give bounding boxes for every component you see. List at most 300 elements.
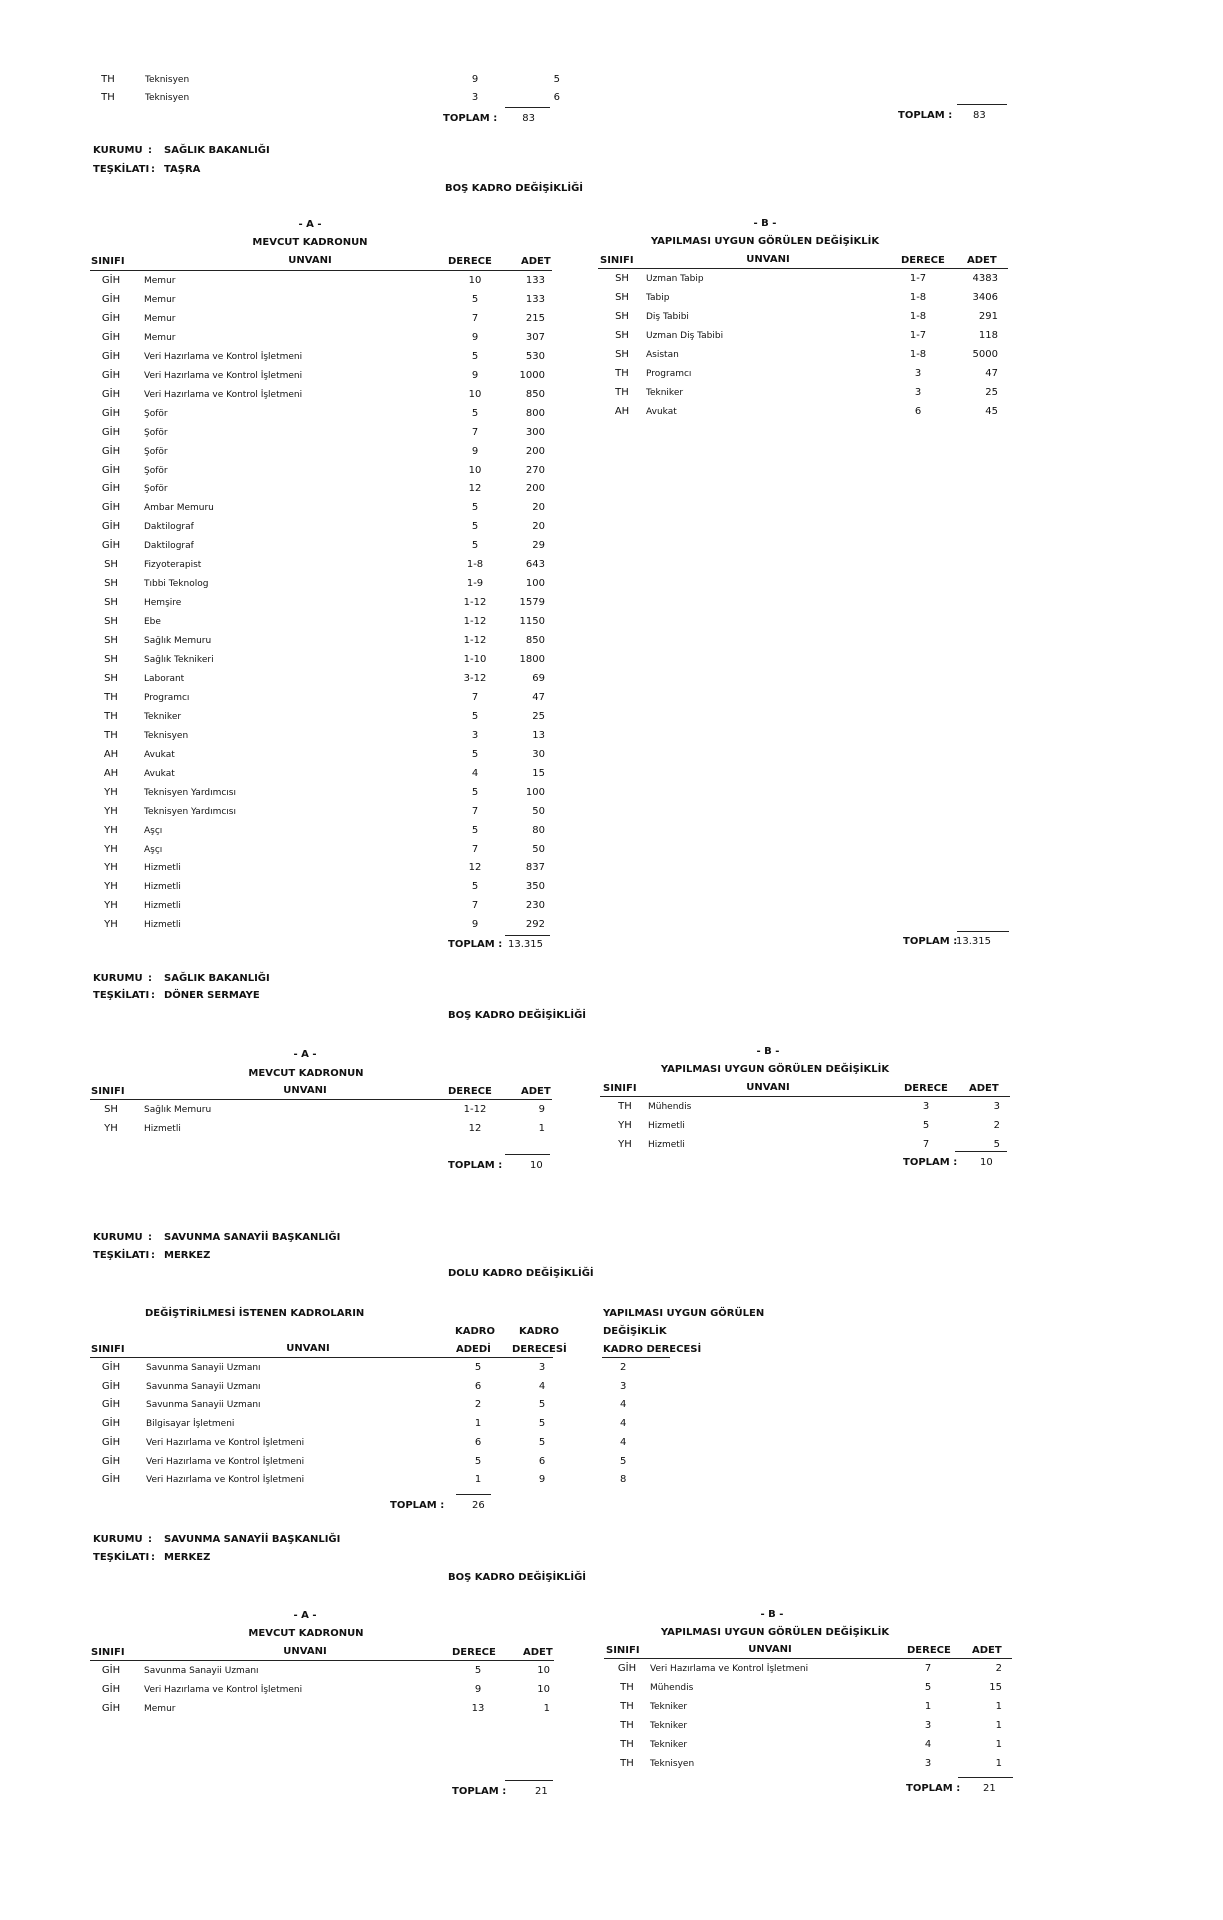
s4-bh-derece: DERECE bbox=[907, 1645, 951, 1656]
s1-left-sinif: SH bbox=[104, 654, 118, 665]
s4-right-row bbox=[0, 1755, 1223, 1774]
s2-left-adet: 1 bbox=[538, 1123, 545, 1134]
s1-right-sinif: TH bbox=[615, 387, 629, 398]
s4-left-sinif: GİH bbox=[101, 1684, 121, 1695]
s1-right-unvan: Asistan bbox=[646, 350, 679, 360]
s2-bh-adet: ADET bbox=[969, 1083, 999, 1094]
s3-adet: 1 bbox=[474, 1418, 482, 1430]
s1-left-unvan: Laborant bbox=[144, 673, 185, 684]
s1-left-derece: 5 bbox=[471, 824, 479, 836]
s1-right-derece: 1-8 bbox=[909, 349, 927, 360]
s1-left-unvan: Teknisyen Yardımcısı bbox=[144, 806, 236, 817]
s1-left-adet: 200 bbox=[525, 445, 545, 457]
s1-right-sinif: SH bbox=[615, 330, 629, 341]
s1-a-mark: - A - bbox=[298, 219, 322, 230]
s4-left-unvan: Veri Hazırlama ve Kontrol İşletmeni bbox=[144, 1685, 303, 1695]
s2-b-title: YAPILMASI UYGUN GÖRÜLEN DEĞİŞİKLİK bbox=[660, 1064, 890, 1075]
s4-right-row bbox=[0, 1679, 1223, 1698]
s1-left-adet: 133 bbox=[525, 275, 545, 286]
s2-right-adet: 2 bbox=[993, 1120, 1000, 1131]
s4-right-derece: 7 bbox=[924, 1663, 932, 1674]
s1-left-sinif: AH bbox=[103, 767, 119, 779]
s4-bh-sinif: SINIFI bbox=[606, 1645, 640, 1656]
s2-right-total-label: TOPLAM : bbox=[903, 1157, 958, 1168]
s4-left-unvan: Memur bbox=[144, 1704, 176, 1714]
s1-left-sinif: TH bbox=[104, 710, 118, 722]
s1-left-unvan: Memur bbox=[144, 332, 176, 343]
s1-left-unvan: Tıbbi Teknolog bbox=[144, 579, 209, 590]
s2-teskilati: DÖNER SERMAYE bbox=[164, 990, 260, 1001]
s1-left-derece: 1-8 bbox=[466, 559, 484, 571]
s2-left-total: 10 bbox=[530, 1160, 543, 1171]
s1-left-unvan: Veri Hazırlama ve Kontrol İşletmeni bbox=[144, 389, 303, 400]
s3-unvan: Savunma Sanayii Uzmanı bbox=[146, 1363, 261, 1373]
s4-h-sinif: SINIFI bbox=[91, 1647, 125, 1658]
s3-adet: 6 bbox=[474, 1380, 482, 1392]
s1-left-derece: 7 bbox=[471, 426, 479, 438]
s1-left-adet: 300 bbox=[525, 426, 545, 438]
s1-left-sinif: GİH bbox=[101, 275, 121, 286]
s4-right-adet: 2 bbox=[995, 1663, 1002, 1674]
s4-right-unvan: Tekniker bbox=[650, 1740, 688, 1750]
s1-left-unvan: Aşçı bbox=[144, 825, 163, 836]
s3-adet: 5 bbox=[474, 1455, 482, 1467]
s1-kurumu-colon: : bbox=[148, 145, 152, 156]
s2-left-derece: 1-12 bbox=[463, 1104, 487, 1115]
s1-left-derece: 9 bbox=[471, 369, 479, 381]
s1-h-unvan: UNVANI bbox=[288, 255, 332, 266]
s4-left-adet: 1 bbox=[543, 1703, 550, 1714]
s1-right-sinif: SH bbox=[615, 273, 629, 284]
s3-teskilat-colon: : bbox=[151, 1250, 155, 1261]
s1-right-adet: 5000 bbox=[972, 349, 998, 360]
s1-left-derece: 5 bbox=[471, 710, 479, 722]
s3-kurumu-colon: : bbox=[148, 1232, 152, 1243]
s1-left-sinif: GİH bbox=[101, 312, 121, 324]
s2-left-total-label: TOPLAM : bbox=[448, 1160, 503, 1171]
s1-left-adet: 100 bbox=[525, 786, 545, 798]
s4-right-row bbox=[0, 1736, 1223, 1755]
s1-right-unvan: Uzman Tabip bbox=[646, 274, 704, 284]
s1-left-derece: 1-9 bbox=[466, 578, 484, 590]
s4-right-header-line bbox=[604, 1658, 1012, 1659]
s1-bh-sinif: SINIFI bbox=[600, 255, 634, 266]
s2-left-sinif: YH bbox=[104, 1123, 118, 1134]
top-adet: 6 bbox=[553, 92, 560, 103]
s1-right-adet: 25 bbox=[985, 387, 998, 398]
s2-a-title: MEVCUT KADRONUN bbox=[248, 1068, 364, 1079]
s1-left-adet: 200 bbox=[525, 483, 545, 495]
s3-total-label: TOPLAM : bbox=[390, 1500, 445, 1511]
s4-left-adet: 10 bbox=[537, 1684, 550, 1695]
s4-left-derece: 13 bbox=[471, 1703, 485, 1714]
s1-left-adet: 30 bbox=[532, 748, 545, 760]
s1-left-unvan: Ebe bbox=[144, 617, 161, 628]
s1-left-unvan: Hizmetli bbox=[144, 863, 181, 874]
s1-right-unvan: Avukat bbox=[646, 407, 677, 417]
s1-left-adet: 1000 bbox=[519, 369, 545, 381]
s2-kurumu-label: KURUMU bbox=[93, 973, 143, 984]
s3-left-title: DEĞİŞTİRİLMESİ İSTENEN KADROLARIN bbox=[145, 1308, 365, 1319]
s4-left-derece: 9 bbox=[474, 1684, 482, 1695]
s3-derece: 5 bbox=[538, 1436, 546, 1448]
s4-right-sinif: TH bbox=[620, 1739, 634, 1750]
s1-left-sinif: AH bbox=[103, 748, 119, 760]
s4-kurumu-label: KURUMU bbox=[93, 1534, 143, 1545]
s1-right-adet: 47 bbox=[985, 368, 998, 379]
s1-left-unvan: Tekniker bbox=[144, 711, 182, 722]
s1-right-adet: 118 bbox=[978, 330, 998, 341]
s4-right-unvan: Tekniker bbox=[650, 1721, 688, 1731]
s1-right-derece: 6 bbox=[914, 406, 922, 417]
s3-sinif: GİH bbox=[101, 1418, 121, 1430]
s1-right-sinif: SH bbox=[615, 349, 629, 360]
top-derece: 3 bbox=[471, 92, 479, 103]
s1-left-sinif: GİH bbox=[101, 502, 121, 514]
s1-bh-unvan: UNVANI bbox=[746, 254, 790, 265]
s1-left-sinif: SH bbox=[104, 616, 118, 628]
s1-left-adet: 50 bbox=[532, 805, 545, 817]
s2-teskilat-label: TEŞKİLATI bbox=[93, 990, 150, 1001]
s1-left-adet: 29 bbox=[532, 540, 545, 552]
s1-left-sinif: SH bbox=[104, 559, 118, 571]
s4-a-title: MEVCUT KADRONUN bbox=[248, 1628, 364, 1639]
s1-left-derece: 5 bbox=[471, 540, 479, 552]
s1-left-unvan: Ambar Memuru bbox=[144, 503, 214, 514]
s3-h-kd-2: DERECESİ bbox=[512, 1344, 567, 1355]
s2-h-adet: ADET bbox=[521, 1086, 551, 1097]
s1-left-derece: 1-12 bbox=[463, 597, 487, 609]
s4-right-total-line bbox=[958, 1777, 1013, 1778]
s4-a-mark: - A - bbox=[293, 1610, 317, 1621]
top-total-right: 83 bbox=[973, 110, 986, 121]
s1-left-unvan: Hizmetli bbox=[144, 920, 181, 931]
s3-sinif: GİH bbox=[101, 1474, 121, 1486]
s1-b-mark: - B - bbox=[753, 218, 777, 229]
s3-derece: 6 bbox=[538, 1455, 546, 1467]
s1-left-adet: 270 bbox=[525, 464, 545, 476]
s1-left-sinif: TH bbox=[104, 691, 118, 703]
s1-teskilat-label: TEŞKİLATI bbox=[93, 164, 150, 175]
s4-kurumu: SAVUNMA SANAYİİ BAŞKANLIĞI bbox=[164, 1534, 341, 1545]
s1-left-adet: 100 bbox=[525, 578, 545, 590]
s1-left-sinif: YH bbox=[104, 805, 118, 817]
s4-left-derece: 5 bbox=[474, 1665, 482, 1676]
s3-yeni: 4 bbox=[620, 1418, 627, 1430]
s1-left-adet: 1150 bbox=[519, 616, 545, 628]
s4-right-adet: 1 bbox=[995, 1701, 1002, 1712]
s1-right-unvan: Programcı bbox=[646, 369, 692, 379]
s4-right-sinif: TH bbox=[620, 1701, 634, 1712]
s3-h-sinif: SINIFI bbox=[91, 1344, 125, 1355]
s4-right-derece: 3 bbox=[924, 1758, 932, 1769]
s1-left-derece: 4 bbox=[471, 767, 479, 779]
s3-unvan: Veri Hazırlama ve Kontrol İşletmeni bbox=[146, 1475, 305, 1486]
s1-left-derece: 7 bbox=[471, 843, 479, 855]
s1-left-sinif: YH bbox=[104, 881, 118, 893]
s1-left-sinif: YH bbox=[104, 786, 118, 798]
s1-left-derece: 9 bbox=[471, 445, 479, 457]
s2-teskilat-colon: : bbox=[151, 990, 155, 1001]
s2-left-unvan: Hizmetli bbox=[144, 1124, 181, 1134]
s1-left-sinif: GİH bbox=[101, 331, 121, 343]
s1-left-total: 13.315 bbox=[508, 939, 543, 950]
s4-right-row bbox=[0, 1660, 1223, 1679]
s1-right-sinif: SH bbox=[615, 311, 629, 322]
s2-left-adet: 9 bbox=[538, 1104, 545, 1115]
s1-left-unvan: Şoför bbox=[144, 446, 168, 457]
s2-right-unvan: Mühendis bbox=[648, 1102, 692, 1112]
s3-derece: 9 bbox=[538, 1474, 546, 1486]
s1-left-sinif: GİH bbox=[101, 388, 121, 400]
s1-left-adet: 1800 bbox=[519, 654, 545, 665]
s4-teskilat-label: TEŞKİLATI bbox=[93, 1552, 150, 1563]
s4-right-sinif: TH bbox=[620, 1758, 634, 1769]
s1-left-adet: 20 bbox=[532, 502, 545, 514]
s2-right-derece: 3 bbox=[922, 1101, 930, 1112]
s3-yeni: 4 bbox=[620, 1399, 627, 1411]
s1-left-adet: 15 bbox=[532, 767, 545, 779]
s1-left-adet: 850 bbox=[525, 388, 545, 400]
s1-left-derece: 12 bbox=[468, 862, 482, 874]
s3-h-kd-1: KADRO bbox=[519, 1326, 559, 1337]
s4-right-row bbox=[0, 1717, 1223, 1736]
s2-left-sinif: SH bbox=[104, 1104, 118, 1115]
s1-teskilati: TAŞRA bbox=[164, 164, 201, 175]
s1-left-derece: 5 bbox=[471, 786, 479, 798]
s1-h-derece: DERECE bbox=[448, 256, 492, 267]
s3-teskilati: MERKEZ bbox=[164, 1250, 211, 1261]
s1-kurumu: SAĞLIK BAKANLIĞI bbox=[164, 145, 270, 156]
s4-right-adet: 15 bbox=[989, 1682, 1002, 1693]
s1-left-derece: 3-12 bbox=[463, 672, 487, 684]
s1-left-unvan: Memur bbox=[144, 294, 176, 305]
s1-left-unvan: Daktilograf bbox=[144, 541, 194, 552]
s3-unvan: Bilgisayar İşletmeni bbox=[146, 1419, 235, 1430]
s1-left-adet: 307 bbox=[525, 331, 545, 343]
s3-total: 26 bbox=[472, 1500, 485, 1511]
s1-left-unvan: Şoför bbox=[144, 484, 168, 495]
s4-h-adet: ADET bbox=[523, 1647, 553, 1658]
s1-left-derece: 1-12 bbox=[463, 616, 487, 628]
s3-sinif: GİH bbox=[101, 1436, 121, 1448]
s2-left-derece: 12 bbox=[468, 1123, 482, 1134]
s2-right-derece: 7 bbox=[922, 1139, 930, 1150]
s1-left-unvan: Memur bbox=[144, 313, 176, 324]
s1-right-unvan: Uzman Diş Tabibi bbox=[646, 331, 724, 341]
s4-kurumu-colon: : bbox=[148, 1534, 152, 1545]
s4-left-total-label: TOPLAM : bbox=[452, 1786, 507, 1797]
s4-right-sinif: TH bbox=[620, 1682, 634, 1693]
s1-left-derece: 5 bbox=[471, 521, 479, 533]
s1-left-adet: 20 bbox=[532, 521, 545, 533]
s4-right-row bbox=[0, 1698, 1223, 1717]
s1-left-derece: 7 bbox=[471, 900, 479, 912]
top-total-label: TOPLAM : bbox=[443, 113, 498, 124]
s1-left-adet: 47 bbox=[532, 691, 545, 703]
s4-b-title: YAPILMASI UYGUN GÖRÜLEN DEĞİŞİKLİK bbox=[660, 1627, 890, 1638]
s3-adet: 6 bbox=[474, 1436, 482, 1448]
s1-left-adet: 850 bbox=[525, 635, 545, 647]
s1-left-derece: 1-10 bbox=[463, 654, 487, 665]
s1-left-adet: 215 bbox=[525, 312, 545, 324]
s2-right-sinif: TH bbox=[618, 1101, 632, 1112]
s1-right-sinif: TH bbox=[615, 368, 629, 379]
s1-left-adet: 133 bbox=[525, 293, 545, 305]
s1-left-sinif: GİH bbox=[101, 445, 121, 457]
s3-yeni: 4 bbox=[620, 1436, 627, 1448]
s3-derece: 5 bbox=[538, 1418, 546, 1430]
s1-left-adet: 50 bbox=[532, 843, 545, 855]
s1-left-sinif: GİH bbox=[101, 293, 121, 305]
s1-left-sinif: GİH bbox=[101, 540, 121, 552]
s2-bh-derece: DERECE bbox=[904, 1083, 948, 1094]
s4-right-unvan: Teknisyen bbox=[650, 1759, 695, 1769]
s1-left-unvan: Programcı bbox=[144, 692, 190, 703]
s2-right-sinif: YH bbox=[618, 1139, 632, 1150]
s3-sinif: GİH bbox=[101, 1455, 121, 1467]
s1-left-derece: 5 bbox=[471, 350, 479, 362]
s1-right-unvan: Diş Tabibi bbox=[646, 312, 689, 322]
s1-right-adet: 4383 bbox=[972, 273, 998, 284]
s3-yeni: 2 bbox=[620, 1362, 627, 1373]
s3-unvan: Savunma Sanayii Uzmanı bbox=[146, 1400, 261, 1411]
s3-unvan: Veri Hazırlama ve Kontrol İşletmeni bbox=[146, 1437, 305, 1448]
s1-left-unvan: Şoför bbox=[144, 408, 168, 419]
s3-teskilat-label: TEŞKİLATI bbox=[93, 1250, 150, 1261]
s4-left-total: 21 bbox=[535, 1786, 548, 1797]
s1-b-title: YAPILMASI UYGUN GÖRÜLEN DEĞİŞİKLİK bbox=[650, 236, 880, 247]
s4-right-derece: 3 bbox=[924, 1720, 932, 1731]
s3-h-right: KADRO DERECESİ bbox=[603, 1344, 702, 1355]
s2-bh-sinif: SINIFI bbox=[603, 1083, 637, 1094]
top-adet: 5 bbox=[553, 74, 560, 85]
s1-left-unvan: Veri Hazırlama ve Kontrol İşletmeni bbox=[144, 351, 303, 362]
s1-title: BOŞ KADRO DEĞİŞİKLİĞİ bbox=[445, 183, 584, 194]
s1-left-derece: 7 bbox=[471, 691, 479, 703]
s3-h-unvan: UNVANI bbox=[286, 1343, 330, 1354]
s1-left-unvan: Sağlık Teknikeri bbox=[144, 655, 214, 665]
s1-left-derece: 1-12 bbox=[463, 635, 487, 647]
s4-right-sinif: GİH bbox=[617, 1663, 637, 1674]
s1-bh-adet: ADET bbox=[967, 255, 997, 266]
s1-left-unvan: Teknisyen bbox=[144, 730, 189, 741]
s1-left-adet: 80 bbox=[532, 824, 545, 836]
s3-adet: 5 bbox=[474, 1362, 482, 1373]
s1-left-sinif: GİH bbox=[101, 369, 121, 381]
s1-left-sinif: YH bbox=[104, 862, 118, 874]
s1-left-sinif: SH bbox=[104, 672, 118, 684]
s3-unvan: Savunma Sanayii Uzmanı bbox=[146, 1381, 261, 1392]
s1-left-derece: 5 bbox=[471, 407, 479, 419]
s1-left-adet: 800 bbox=[525, 407, 545, 419]
s1-left-unvan: Veri Hazırlama ve Kontrol İşletmeni bbox=[144, 370, 303, 381]
s1-left-sinif: SH bbox=[104, 597, 118, 609]
s1-left-adet: 350 bbox=[525, 881, 545, 893]
s1-left-unvan: Şoför bbox=[144, 427, 168, 438]
s1-left-derece: 5 bbox=[471, 748, 479, 760]
s1-left-derece: 5 bbox=[471, 502, 479, 514]
s2-h-derece: DERECE bbox=[448, 1086, 492, 1097]
s1-left-adet: 292 bbox=[525, 919, 545, 931]
s3-adet: 1 bbox=[474, 1474, 482, 1486]
s1-left-sinif: YH bbox=[104, 824, 118, 836]
s4-left-unvan: Savunma Sanayii Uzmanı bbox=[144, 1666, 259, 1676]
s1-left-unvan: Avukat bbox=[144, 768, 175, 779]
s2-title: BOŞ KADRO DEĞİŞİKLİĞİ bbox=[448, 1010, 587, 1021]
s3-sinif: GİH bbox=[101, 1362, 121, 1373]
s1-left-unvan: Hemşire bbox=[144, 598, 182, 609]
s2-h-unvan: UNVANI bbox=[283, 1085, 327, 1096]
s2-right-sinif: YH bbox=[618, 1120, 632, 1131]
s2-b-mark: - B - bbox=[756, 1046, 780, 1057]
s1-left-sinif: YH bbox=[104, 900, 118, 912]
s1-left-sinif: GİH bbox=[101, 464, 121, 476]
s1-left-unvan: Aşçı bbox=[144, 844, 163, 855]
s1-left-adet: 530 bbox=[525, 350, 545, 362]
s3-yeni: 5 bbox=[620, 1455, 627, 1467]
s3-kurumu: SAVUNMA SANAYİİ BAŞKANLIĞI bbox=[164, 1232, 341, 1243]
s1-left-derece: 10 bbox=[468, 275, 482, 286]
s2-right-adet: 3 bbox=[993, 1101, 1000, 1112]
s2-right-derece: 5 bbox=[922, 1120, 930, 1131]
s4-bh-unvan: UNVANI bbox=[748, 1644, 792, 1655]
s3-derece: 5 bbox=[538, 1399, 546, 1411]
s1-left-sinif: SH bbox=[104, 635, 118, 647]
top-derece: 9 bbox=[471, 74, 479, 85]
s4-right-total: 21 bbox=[983, 1783, 996, 1794]
s1-left-adet: 230 bbox=[525, 900, 545, 912]
s1-h-adet: ADET bbox=[521, 256, 551, 267]
s1-left-adet: 1579 bbox=[519, 597, 545, 609]
s1-left-unvan: Hizmetli bbox=[144, 901, 181, 912]
s1-left-adet: 13 bbox=[532, 729, 545, 741]
s4-right-derece: 5 bbox=[924, 1682, 932, 1693]
s1-left-derece: 7 bbox=[471, 312, 479, 324]
s4-left-total-line bbox=[505, 1780, 553, 1781]
s1-left-derece: 3 bbox=[471, 729, 479, 741]
s4-right-adet: 1 bbox=[995, 1739, 1002, 1750]
s2-right-unvan: Hizmetli bbox=[648, 1140, 685, 1150]
s1-right-total-label: TOPLAM : bbox=[903, 936, 958, 947]
s1-left-sinif: GİH bbox=[101, 350, 121, 362]
s1-right-adet: 3406 bbox=[972, 292, 998, 303]
s1-left-sinif: TH bbox=[104, 729, 118, 741]
s2-kurumu: SAĞLIK BAKANLIĞI bbox=[164, 973, 270, 984]
s4-right-adet: 1 bbox=[995, 1758, 1002, 1769]
s1-kurumu-label: KURUMU bbox=[93, 145, 143, 156]
s1-left-unvan: Memur bbox=[144, 276, 176, 286]
s1-right-derece: 3 bbox=[914, 387, 922, 398]
s2-h-sinif: SINIFI bbox=[91, 1086, 125, 1097]
s4-right-adet: 1 bbox=[995, 1720, 1002, 1731]
s3-right-title-2: DEĞİŞİKLİK bbox=[603, 1326, 667, 1337]
s1-right-derece: 1-7 bbox=[909, 330, 927, 341]
s2-right-adet: 5 bbox=[993, 1139, 1000, 1150]
s4-right-total-label: TOPLAM : bbox=[906, 1783, 961, 1794]
s3-sinif: GİH bbox=[101, 1399, 121, 1411]
top-sinif: TH bbox=[101, 74, 115, 85]
s1-left-derece: 7 bbox=[471, 805, 479, 817]
s3-derece: 4 bbox=[538, 1380, 546, 1392]
s4-title: BOŞ KADRO DEĞİŞİKLİĞİ bbox=[448, 1572, 587, 1583]
s3-adet: 2 bbox=[474, 1399, 482, 1411]
s1-left-sinif: YH bbox=[104, 843, 118, 855]
s3-h-kadro-1: KADRO bbox=[455, 1326, 495, 1337]
s1-left-adet: 643 bbox=[525, 559, 545, 571]
s1-left-derece: 9 bbox=[471, 331, 479, 343]
s1-right-adet: 291 bbox=[978, 311, 998, 322]
